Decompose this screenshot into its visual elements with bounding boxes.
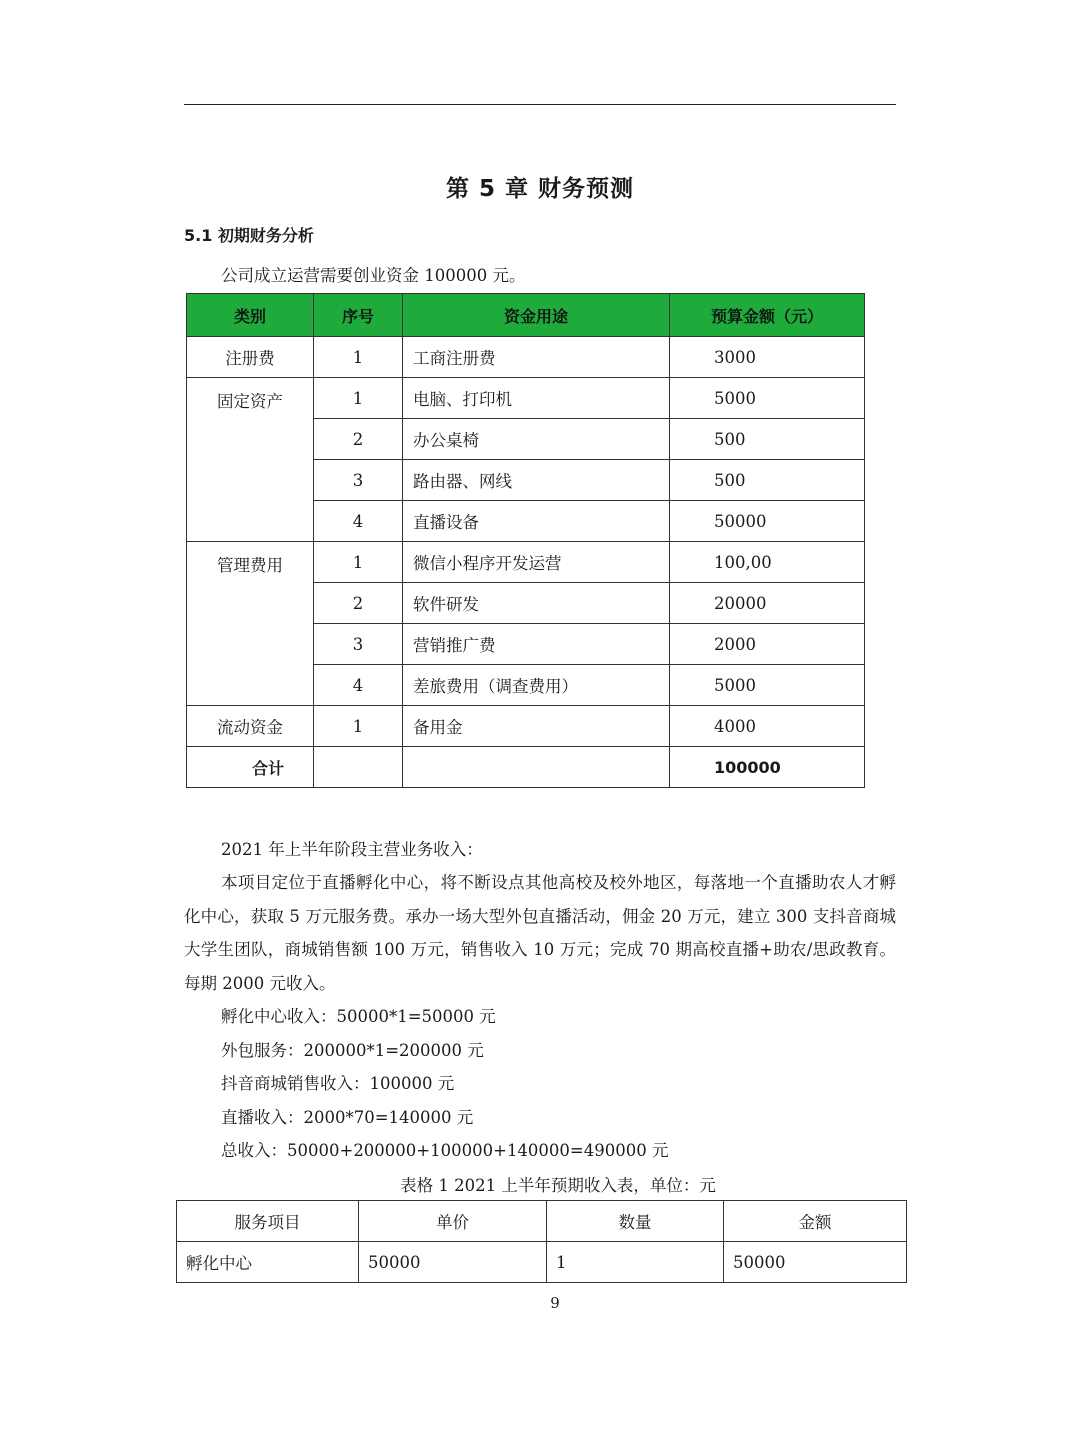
amount-cell: 500 <box>670 460 865 501</box>
income-paragraph: 本项目定位于直播孵化中心，将不断设点其他高校及校外地区，每落地一个直播助农人才孵化中心，获取 5 万元服务费。承办一场大型外包直播活动，佣金 20 万元，建立 300 支抖音商城大学生团队，商城销售额 100 万元，销售收入 10 万元；完成 70 期高校直播+助农/思政教育。每期 2000 元收入。 <box>184 873 896 993</box>
section-title: 5.1 初期财务分析 <box>184 226 314 245</box>
amount-cell: 2000 <box>670 624 865 665</box>
use-cell: 软件研发 <box>403 583 670 624</box>
use-cell: 办公桌椅 <box>403 419 670 460</box>
use-cell: 微信小程序开发运营 <box>403 542 670 583</box>
header-amount: 预算金额（元） <box>670 294 865 337</box>
total-amount: 100000 <box>670 747 865 788</box>
intro-text: 公司成立运营需要创业资金 100000 元。 <box>221 266 526 285</box>
number-cell: 2 <box>314 583 403 624</box>
quantity-cell: 1 <box>547 1242 724 1283</box>
amount-cell: 100,00 <box>670 542 865 583</box>
header-category: 类别 <box>187 294 314 337</box>
service-cell: 孵化中心 <box>177 1242 359 1283</box>
category-cell: 流动资金 <box>187 706 314 747</box>
income-body <box>184 866 896 1168</box>
amount-cell: 500 <box>670 419 865 460</box>
table-row <box>187 706 865 747</box>
amount-cell: 20000 <box>670 583 865 624</box>
budget-table <box>186 293 865 788</box>
income-line: 孵化中心收入：50000*1=50000 元 <box>221 1007 496 1026</box>
income-table <box>176 1200 907 1283</box>
use-cell: 营销推广费 <box>403 624 670 665</box>
page-number: 9 <box>550 1294 560 1312</box>
empty-cell <box>403 747 670 788</box>
chapter-title: 第 5 章 财务预测 <box>445 176 635 202</box>
use-cell: 路由器、网线 <box>403 460 670 501</box>
unit-price-cell: 50000 <box>359 1242 547 1283</box>
category-cell: 固定资产 <box>187 378 314 542</box>
number-cell: 1 <box>314 706 403 747</box>
empty-cell <box>314 747 403 788</box>
income-heading: 2021 年上半年阶段主营业务收入： <box>221 840 483 859</box>
header-service: 服务项目 <box>177 1201 359 1242</box>
table-row <box>187 337 865 378</box>
amount-cell: 4000 <box>670 706 865 747</box>
use-cell: 直播设备 <box>403 501 670 542</box>
header-amount: 金额 <box>724 1201 907 1242</box>
table-row <box>187 378 865 419</box>
number-cell: 3 <box>314 624 403 665</box>
use-cell: 备用金 <box>403 706 670 747</box>
category-cell: 管理费用 <box>187 542 314 706</box>
table-caption: 表格 1 2021 上半年预期收入表，单位：元 <box>400 1176 716 1195</box>
total-label: 合计 <box>187 747 314 788</box>
income-line: 总收入：50000+200000+100000+140000=490000 元 <box>221 1141 669 1160</box>
header-use: 资金用途 <box>403 294 670 337</box>
number-cell: 4 <box>314 665 403 706</box>
amount-cell: 3000 <box>670 337 865 378</box>
category-cell: 注册费 <box>187 337 314 378</box>
number-cell: 1 <box>314 542 403 583</box>
number-cell: 2 <box>314 419 403 460</box>
income-line: 外包服务：200000*1=200000 元 <box>221 1040 484 1060</box>
number-cell: 1 <box>314 378 403 419</box>
income-line: 抖音商城销售收入：100000 元 <box>221 1074 455 1093</box>
header-number: 序号 <box>314 294 403 337</box>
header-rule <box>184 104 896 105</box>
use-cell: 工商注册费 <box>403 337 670 378</box>
header-quantity: 数量 <box>547 1201 724 1242</box>
total-row <box>187 747 865 788</box>
table-row <box>187 542 865 583</box>
use-cell: 电脑、打印机 <box>403 378 670 419</box>
amount-cell: 50000 <box>670 501 865 542</box>
income-line: 直播收入：2000*70=140000 元 <box>221 1107 474 1127</box>
table-row <box>177 1242 907 1283</box>
amount-cell: 50000 <box>724 1242 907 1283</box>
income-header-row <box>177 1201 907 1242</box>
amount-cell: 5000 <box>670 378 865 419</box>
number-cell: 4 <box>314 501 403 542</box>
amount-cell: 5000 <box>670 665 865 706</box>
header-unit-price: 单价 <box>359 1201 547 1242</box>
use-cell: 差旅费用（调查费用） <box>403 665 670 706</box>
number-cell: 3 <box>314 460 403 501</box>
number-cell: 1 <box>314 337 403 378</box>
budget-header-row <box>187 294 865 337</box>
